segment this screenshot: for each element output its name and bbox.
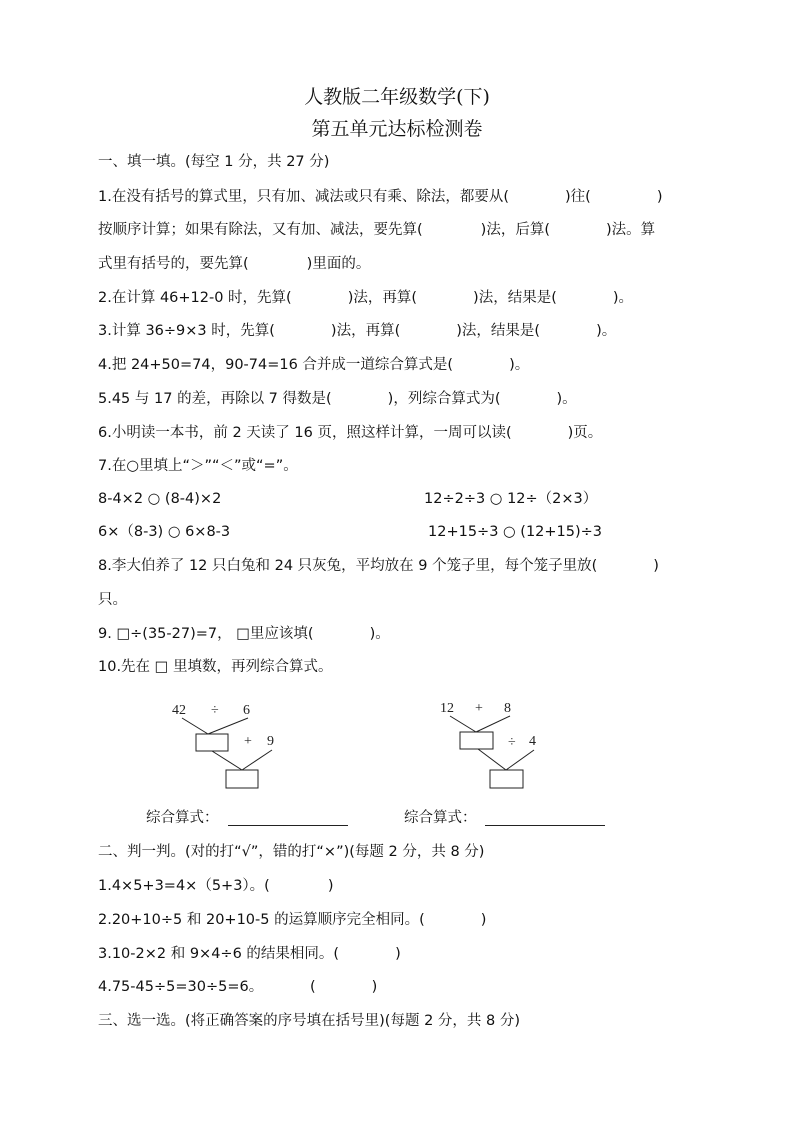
diagram1-number-2: 6 xyxy=(243,703,250,718)
diagram1-operator-2: + xyxy=(244,734,252,749)
section2-heading: 二、判一判。(对的打“√”，错的打“×”)(每题 2 分，共 8 分) xyxy=(98,844,485,860)
diagram2-answer-box-1[interactable] xyxy=(460,732,493,749)
q7-row2-right: 12+15÷3 ○ (12+15)÷3 xyxy=(428,524,603,540)
diagram1-number-1: 42 xyxy=(172,703,186,718)
q2: 2.在计算 46+12-0 时，先算( )法，再算( )法，结果是( )。 xyxy=(98,290,634,306)
q7-row1-right: 12÷2÷3 ○ 12÷（2×3） xyxy=(424,491,598,507)
q3: 3.计算 36÷9×3 时，先算( )法，再算( )法，结果是( )。 xyxy=(98,323,617,339)
judge-item-4-brackets: ( ) xyxy=(310,979,378,995)
diagram1-number-3: 9 xyxy=(267,734,274,749)
q5: 5.45 与 17 的差，再除以 7 得数是( )，列综合算式为( )。 xyxy=(98,391,577,407)
q8-line2: 只。 xyxy=(98,592,127,608)
q10-formula-answer-line-2[interactable] xyxy=(485,825,605,826)
q1-line1: 1.在没有括号的算式里，只有加、减法或只有乘、除法，都要从( )往( ) xyxy=(98,189,663,205)
diagram2-number-3: 4 xyxy=(529,734,536,749)
q1-line3: 式里有括号的，要先算( )里面的。 xyxy=(98,256,371,272)
diagram1-operator-1: ÷ xyxy=(211,703,219,718)
diagram2-operator-2: ÷ xyxy=(508,735,516,750)
q10-formula-label-2: 综合算式： xyxy=(404,810,477,826)
q8-line1: 8.李大伯养了 12 只白兔和 24 只灰兔，平均放在 9 个笼子里，每个笼子里放( ) xyxy=(98,558,659,574)
diagram2-number-2: 8 xyxy=(504,701,511,716)
diagram2-operator-1: + xyxy=(475,701,483,716)
q1-line2: 按顺序计算；如果有除法，又有加、减法，要先算( )法，后算( )法。算 xyxy=(98,222,656,238)
diagram1-answer-box-1[interactable] xyxy=(196,734,228,751)
diagram2-number-1: 12 xyxy=(440,701,454,716)
q10-diagram-1 xyxy=(168,698,298,798)
diagram2-answer-box-2[interactable] xyxy=(490,770,523,788)
q6: 6.小明读一本书，前 2 天读了 16 页，照这样计算，一周可以读( )页。 xyxy=(98,425,603,441)
q9: 9. □÷(35-27)=7， □里应该填( )。 xyxy=(98,626,390,642)
q10-formula-answer-line-1[interactable] xyxy=(228,825,348,826)
judge-item-1: 1.4×5+3=4×（5+3）。( ) xyxy=(98,878,334,894)
paper-subtitle: 第五单元达标检测卷 xyxy=(311,118,483,140)
diagram1-answer-box-2[interactable] xyxy=(226,770,258,788)
section1-heading: 一、填一填。(每空 1 分，共 27 分) xyxy=(98,154,330,170)
q7-instruction: 7.在○里填上“＞”“＜”或“=”。 xyxy=(98,458,298,474)
q10-formula-label-1: 综合算式： xyxy=(146,810,219,826)
judge-item-2: 2.20+10÷5 和 20+10-5 的运算顺序完全相同。( ) xyxy=(98,912,487,928)
q10-diagram-2 xyxy=(438,698,568,798)
judge-item-3: 3.10-2×2 和 9×4÷6 的结果相同。( ) xyxy=(98,946,401,962)
q4: 4.把 24+50=74，90-74=16 合并成一道综合算式是( )。 xyxy=(98,357,530,373)
q10-instruction: 10.先在 □ 里填数，再列综合算式。 xyxy=(98,659,333,675)
q7-row1-left: 8-4×2 ○ (8-4)×2 xyxy=(98,491,222,507)
q7-row2-left: 6×（8-3) ○ 6×8-3 xyxy=(98,524,231,540)
section3-heading: 三、选一选。(将正确答案的序号填在括号里)(每题 2 分，共 8 分) xyxy=(98,1013,521,1029)
paper-title: 人教版二年级数学(下) xyxy=(304,86,490,108)
judge-item-4: 4.75-45÷5=30÷5=6。 xyxy=(98,979,264,995)
